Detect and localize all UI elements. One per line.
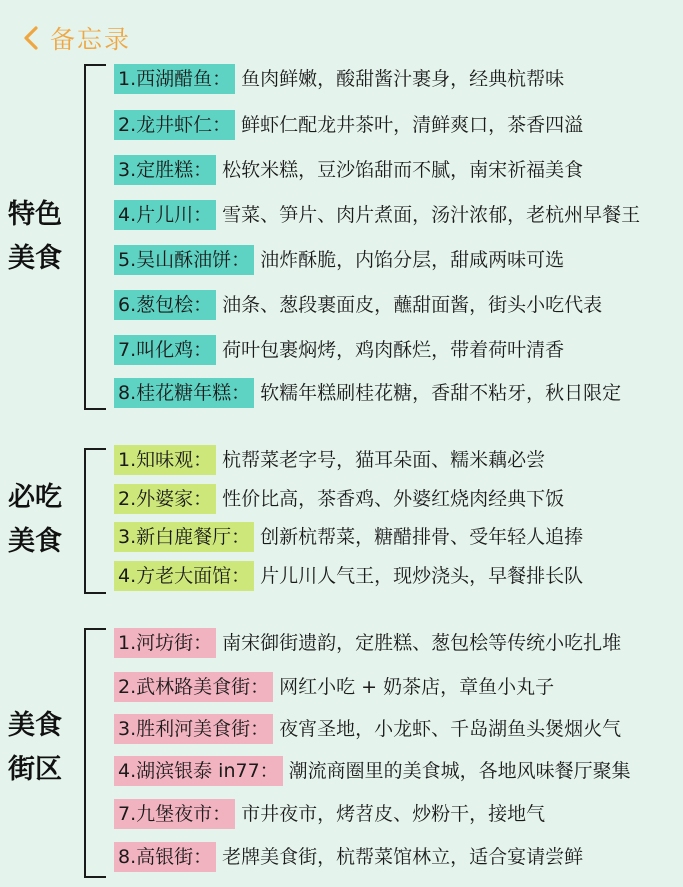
list-item xyxy=(114,110,683,140)
list-item xyxy=(114,561,683,591)
item-desc: 片儿川人气王，现炒浇头，早餐排长队 xyxy=(260,565,584,587)
list-item xyxy=(114,522,683,552)
item-desc: 雪菜、笋片、肉片煮面，汤汁浓郁，老杭州早餐王 xyxy=(222,204,641,226)
item-tag[interactable]: 6.葱包桧： xyxy=(114,290,216,320)
list-item xyxy=(114,155,683,185)
item-tag[interactable]: 8.桂花糖年糕： xyxy=(114,378,254,408)
page-title: 备忘录 xyxy=(50,25,132,54)
item-desc: 松软米糕，豆沙馅甜而不腻，南宋祈福美食 xyxy=(222,159,584,181)
item-tag[interactable]: 2.外婆家： xyxy=(114,484,216,514)
list-item xyxy=(114,628,683,658)
list-item xyxy=(114,64,683,94)
item-tag[interactable]: 2.龙井虾仁： xyxy=(114,110,235,140)
item-desc: 油条、葱段裹面皮，蘸甜面酱，街头小吃代表 xyxy=(222,294,603,316)
item-tag[interactable]: 3.新白鹿餐厅： xyxy=(114,522,254,552)
item-desc: 南宋御街遗韵，定胜糕、葱包桧等传统小吃扎堆 xyxy=(222,632,622,654)
list-item xyxy=(114,842,683,872)
list-item xyxy=(114,799,683,829)
item-desc: 网红小吃 + 奶茶店，章鱼小丸子 xyxy=(279,676,555,698)
item-tag[interactable]: 4.方老大面馆： xyxy=(114,561,254,591)
section-label: 必吃 美食 xyxy=(8,482,62,557)
chevron-left-icon[interactable] xyxy=(18,22,44,54)
section-label: 特色 美食 xyxy=(8,199,62,274)
item-tag[interactable]: 7.九堡夜市： xyxy=(114,799,235,829)
list-item xyxy=(114,290,683,320)
item-desc: 创新杭帮菜，糖醋排骨、受年轻人追捧 xyxy=(260,526,584,548)
item-tag[interactable]: 7.叫化鸡： xyxy=(114,335,216,365)
item-desc: 鱼肉鲜嫩，酸甜酱汁裹身，经典杭帮味 xyxy=(241,68,565,90)
list-item xyxy=(114,714,683,744)
list-item xyxy=(114,335,683,365)
item-desc: 油炸酥脆，内馅分层，甜咸两味可选 xyxy=(260,249,565,271)
item-tag[interactable]: 2.武林路美食街： xyxy=(114,672,273,702)
list-item xyxy=(114,200,683,230)
section-bracket xyxy=(84,64,106,410)
item-tag[interactable]: 3.定胜糕： xyxy=(114,155,216,185)
item-desc: 老牌美食街，杭帮菜馆林立，适合宴请尝鲜 xyxy=(222,846,584,868)
list-item xyxy=(114,445,683,475)
list-item xyxy=(114,672,683,702)
item-tag[interactable]: 3.胜利河美食街： xyxy=(114,714,273,744)
section-bracket xyxy=(84,448,106,594)
item-desc: 性价比高，茶香鸡、外婆红烧肉经典下饭 xyxy=(222,488,565,510)
item-tag[interactable]: 1.知味观： xyxy=(114,445,216,475)
item-tag[interactable]: 8.高银街： xyxy=(114,842,216,872)
list-item xyxy=(114,378,683,408)
item-desc: 夜宵圣地，小龙虾、千岛湖鱼头煲烟火气 xyxy=(279,718,622,740)
list-item xyxy=(114,484,683,514)
item-desc: 软糯年糕刷桂花糖，香甜不粘牙，秋日限定 xyxy=(260,382,622,404)
item-tag[interactable]: 4.片儿川： xyxy=(114,200,216,230)
header xyxy=(18,22,131,54)
item-desc: 市井夜市，烤苕皮、炒粉干，接地气 xyxy=(241,803,546,825)
list-item xyxy=(114,756,683,786)
item-desc: 潮流商圈里的美食城，各地风味餐厅聚集 xyxy=(288,760,631,782)
item-desc: 鲜虾仁配龙井茶叶，清鲜爽口，茶香四溢 xyxy=(241,114,584,136)
item-desc: 杭帮菜老字号，猫耳朵面、糯米藕必尝 xyxy=(222,449,546,471)
item-tag[interactable]: 4.湖滨银泰 in77： xyxy=(114,756,283,786)
item-tag[interactable]: 1.西湖醋鱼： xyxy=(114,64,235,94)
list-item xyxy=(114,245,683,275)
item-desc: 荷叶包裹焖烤，鸡肉酥烂，带着荷叶清香 xyxy=(222,339,565,361)
item-tag[interactable]: 5.吴山酥油饼： xyxy=(114,245,254,275)
section-label: 美食 街区 xyxy=(8,710,62,785)
item-tag[interactable]: 1.河坊街： xyxy=(114,628,216,658)
section-bracket xyxy=(84,628,106,878)
